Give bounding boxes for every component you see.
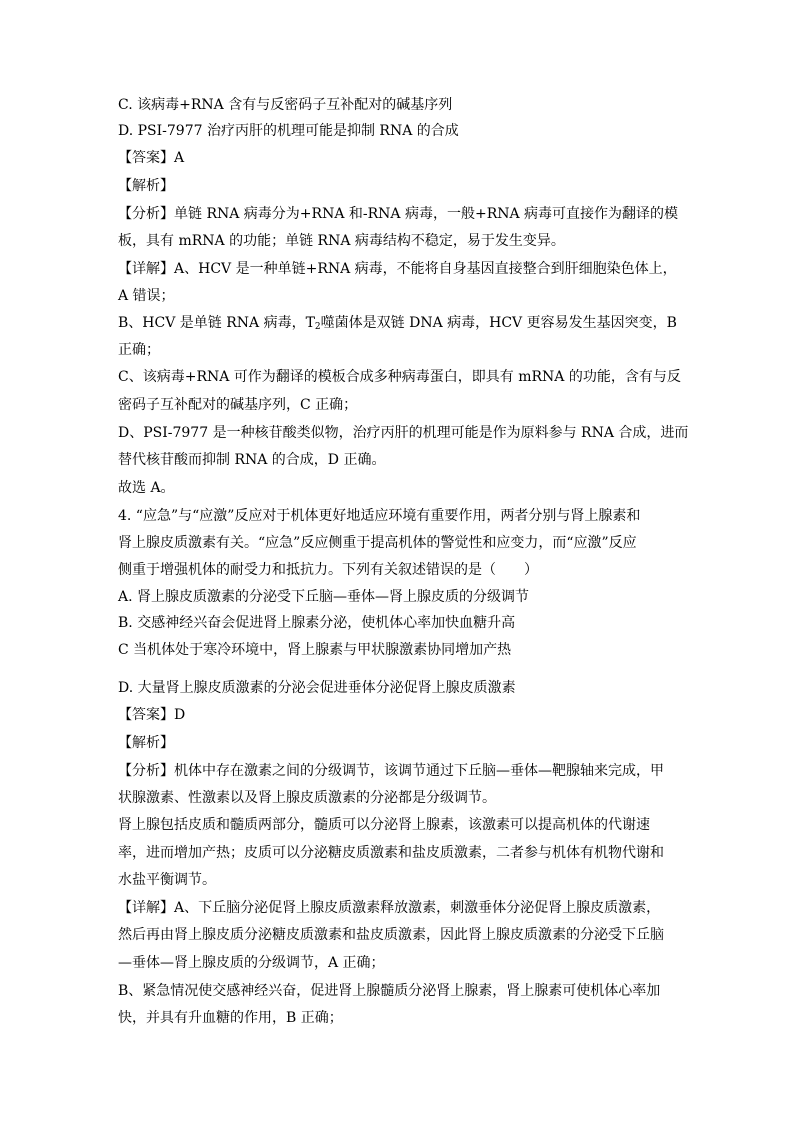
detail-text-q3: 密码子互补配对的碱基序列，C 正确；	[118, 397, 358, 413]
option-b: B. 交感神经兴奋会促进肾上腺素分泌，使机体心率加快血糖升高	[118, 615, 516, 631]
question-4-stem: 肾上腺皮质激素有关。“应急”反应侧重于提高机体的警觉性和应变力，而“应激”反应	[118, 535, 637, 551]
option-c-prev: C. 该病毒+RNA 含有与反密码子互补配对的碱基序列	[118, 97, 453, 113]
conclusion-q3: 故选 A。	[118, 480, 175, 496]
detail-text-q4: 然后再由肾上腺皮质分泌糖皮质激素和盐皮质激素，因此肾上腺皮质激素的分泌受下丘脑	[118, 927, 664, 943]
analysis-text-q4: 率，进而增加产热；皮质可以分泌糖皮质激素和盐皮质激素，二者参与机体有机物代谢和	[118, 845, 664, 861]
analysis-text-q3: 板，具有 mRNA 的功能；单链 RNA 病毒结构不稳定，易于发生变异。	[118, 233, 565, 249]
question-4-stem: 4. “应急”与“应激”反应对于机体更好地适应环境有重要作用，两者分别与肾上腺素和	[118, 508, 641, 524]
analysis-heading-q4: 【解析】	[118, 735, 174, 751]
text-fragment: B、HCV 是单链 RNA 病毒，T	[118, 315, 315, 331]
analysis-heading-q3: 【解析】	[118, 178, 174, 194]
detail-text-q3: 【详解】A、HCV 是一种单链+RNA 病毒，不能将自身基因直接整合到肝细胞染色体上，	[118, 261, 677, 277]
detail-text-q3	[118, 314, 677, 332]
analysis-text-q4: 状腺激素、性激素以及肾上腺皮质激素的分泌都是分级调节。	[118, 790, 496, 806]
detail-text-q4: —垂体—肾上腺皮质的分级调节，A 正确；	[118, 955, 385, 971]
question-4-stem: 侧重于增强机体的耐受力和抵抗力。下列有关叙述错误的是（ ）	[118, 562, 538, 578]
analysis-text-q4: 肾上腺包括皮质和髓质两部分，髓质可以分泌肾上腺素，该激素可以提高机体的代谢速	[118, 817, 650, 833]
answer-label-q4: 【答案】D	[118, 707, 186, 723]
analysis-text-q4: 【分析】机体中存在激素之间的分级调节，该调节通过下丘脑—垂体—靶腺轴来完成，甲	[118, 763, 664, 779]
detail-text-q3: A 错误；	[118, 288, 175, 304]
detail-text-q3: D、PSI-7977 是一种核苷酸类似物，治疗丙肝的机理可能是作为原料参与 RNA 合成，进而	[118, 425, 689, 441]
detail-text-q3: C、该病毒+RNA 可作为翻译的模板合成多种病毒蛋白，即具有 mRNA 的功能，含有与反	[118, 369, 681, 385]
option-a: A. 肾上腺皮质激素的分泌受下丘脑—垂体—肾上腺皮质的分级调节	[118, 589, 530, 605]
option-d: D. 大量肾上腺皮质激素的分泌会促进垂体分泌促肾上腺皮质激素	[118, 680, 516, 696]
analysis-text-q3: 【分析】单链 RNA 病毒分为+RNA 和-RNA 病毒，一般+RNA 病毒可直接作为翻译的模	[118, 206, 679, 222]
option-d-prev: D. PSI-7977 治疗丙肝的机理可能是抑制 RNA 的合成	[118, 123, 459, 139]
detail-text-q4: 快，并具有升血糖的作用，B 正确；	[118, 1010, 343, 1026]
subscript: 2	[314, 322, 321, 332]
detail-text-q4: B、紧急情况使交感神经兴奋，促进肾上腺髓质分泌肾上腺素，肾上腺素可使机体心率加	[118, 983, 661, 999]
detail-text-q3: 替代核苷酸而抑制 RNA 的合成，D 正确。	[118, 452, 386, 468]
text-fragment: 噬菌体是双链 DNA 病毒，HCV 更容易发生基因突变，B	[320, 315, 677, 331]
detail-text-q3: 正确；	[118, 342, 160, 358]
answer-label-q3: 【答案】A	[118, 150, 185, 166]
detail-text-q4: 【详解】A、下丘脑分泌促肾上腺皮质激素释放激素，刺激垂体分泌促肾上腺皮质激素，	[118, 900, 661, 916]
analysis-text-q4: 水盐平衡调节。	[118, 872, 216, 888]
option-c: C 当机体处于寒冷环境中，肾上腺素与甲状腺激素协同增加产热	[118, 642, 512, 658]
